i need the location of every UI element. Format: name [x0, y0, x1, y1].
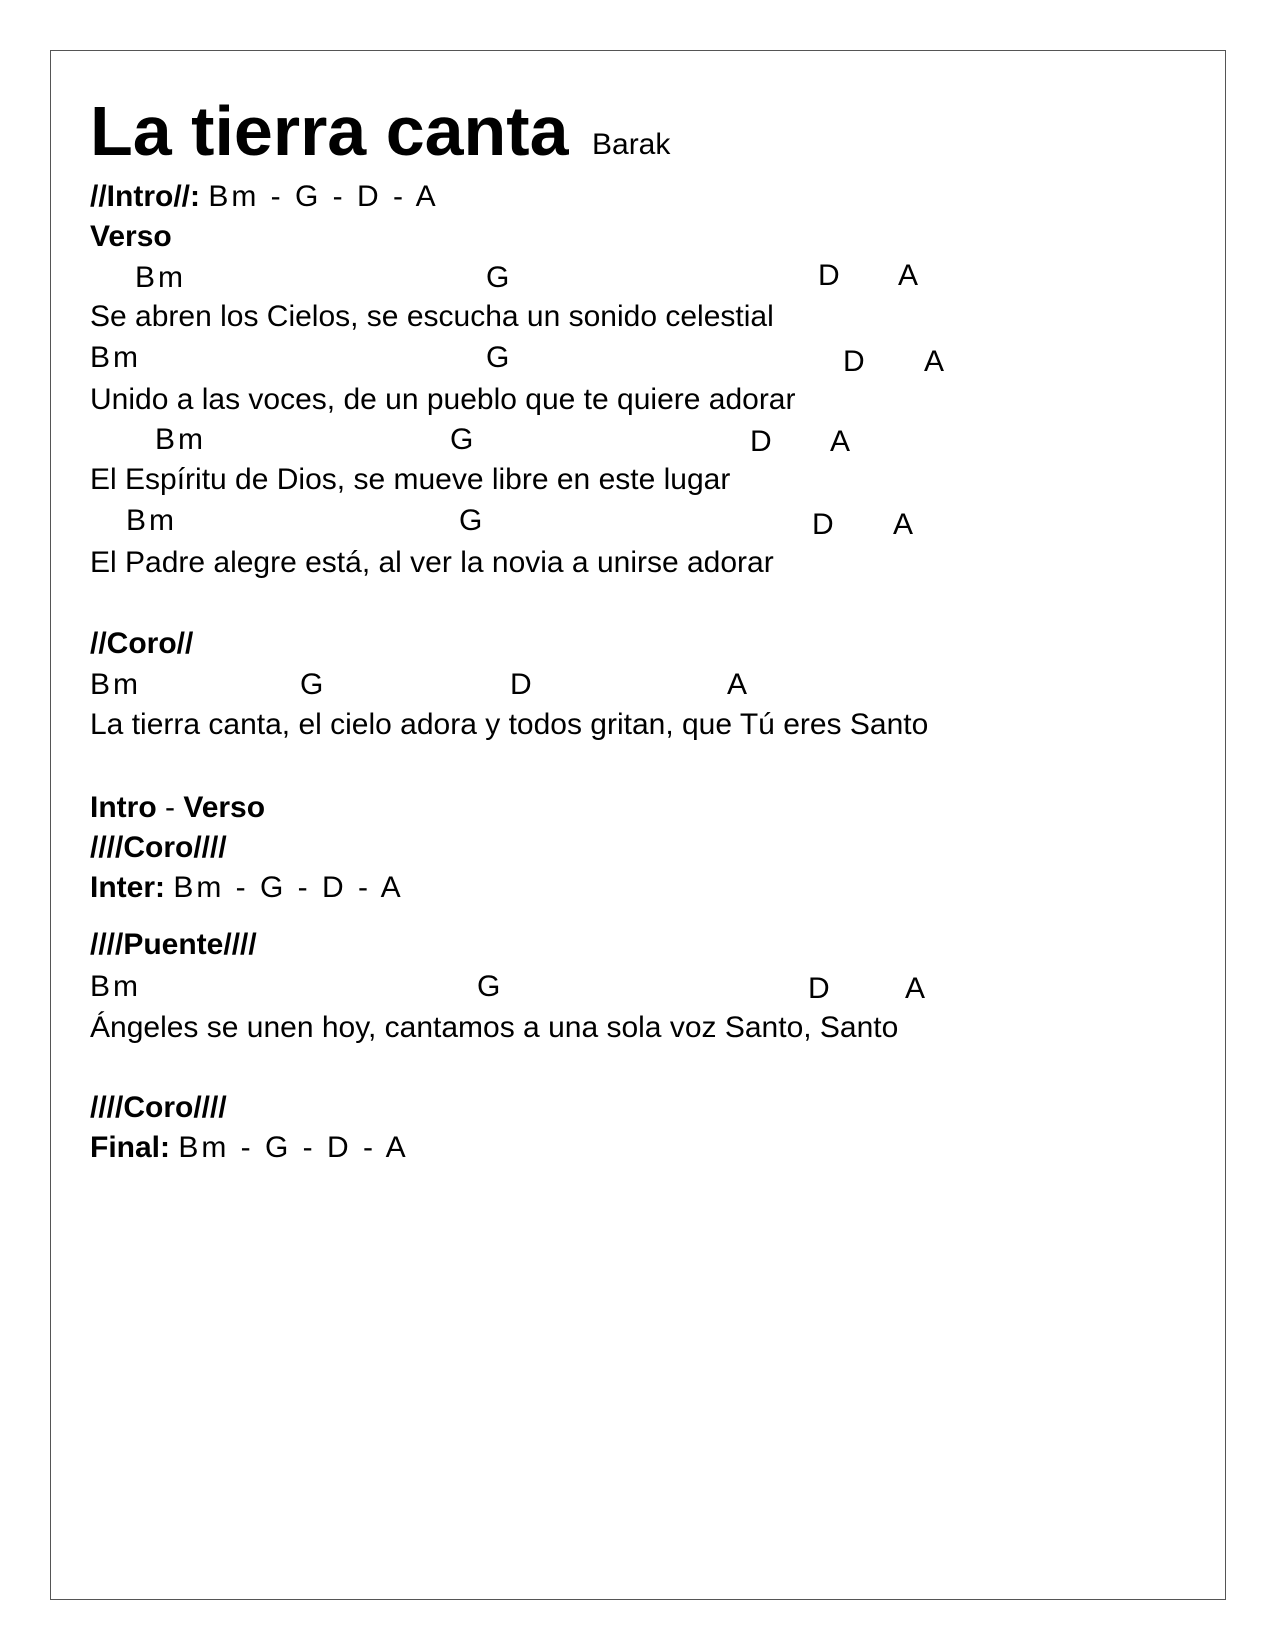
structure-verso: Verso [183, 791, 266, 824]
page-border [50, 50, 1226, 1600]
chord: A [893, 508, 914, 541]
final-line [90, 1133, 409, 1163]
lyric-line: Se abren los Cielos, se escucha un sonido celestial [90, 300, 774, 333]
lyric-line: El Espíritu de Dios, se mueve libre en este lugar [90, 463, 731, 496]
intro-line [90, 182, 439, 212]
chord: Bm [90, 341, 141, 374]
song-artist: Barak [592, 128, 671, 161]
chord: G [450, 423, 474, 456]
chord: A [727, 668, 748, 701]
chord: Bm [135, 261, 186, 294]
intro-chords: Bm - G - D - A [208, 180, 439, 213]
lyric-line: Ángeles se unen hoy, cantamos a una sola voz Santo, Santo [90, 1011, 899, 1044]
inter-line [90, 873, 404, 903]
lyric-line: La tierra canta, el cielo adora y todos gritan, que Tú eres Santo [90, 708, 929, 741]
chord: G [486, 341, 510, 374]
chord: D [808, 972, 830, 1005]
final-label: Final: [90, 1131, 170, 1164]
coro-heading: //Coro// [90, 627, 194, 660]
verso-heading: Verso [90, 220, 172, 253]
chord: D [843, 345, 865, 378]
chord: Bm [90, 668, 141, 701]
chord: G [477, 970, 501, 1003]
structure-line [90, 793, 265, 823]
chord: Bm [155, 423, 206, 456]
chord: D [510, 668, 532, 701]
chord: A [830, 425, 851, 458]
chord: A [898, 259, 919, 292]
structure-coro: ////Coro//// [90, 831, 227, 864]
lyric-line: El Padre alegre está, al ver la novia a unirse adorar [90, 546, 774, 579]
structure-intro: Intro [90, 791, 157, 824]
chord: G [486, 261, 510, 294]
song-title: La tierra canta [90, 92, 569, 170]
inter-chords: Bm - G - D - A [173, 871, 404, 904]
chord: D [812, 508, 834, 541]
chord: G [459, 504, 483, 537]
chord: G [300, 668, 324, 701]
ending-coro: ////Coro//// [90, 1091, 227, 1124]
chord: Bm [90, 970, 141, 1003]
chord: A [905, 972, 926, 1005]
structure-separator: - [165, 791, 175, 824]
inter-label: Inter: [90, 871, 165, 904]
chord: D [750, 425, 772, 458]
chord: Bm [126, 504, 177, 537]
lyric-line: Unido a las voces, de un pueblo que te quiere adorar [90, 383, 796, 416]
puente-heading: ////Puente//// [90, 928, 257, 961]
chord: A [924, 345, 945, 378]
final-chords: Bm - G - D - A [178, 1131, 409, 1164]
chord: D [818, 259, 840, 292]
intro-label: //Intro//: [90, 180, 200, 213]
